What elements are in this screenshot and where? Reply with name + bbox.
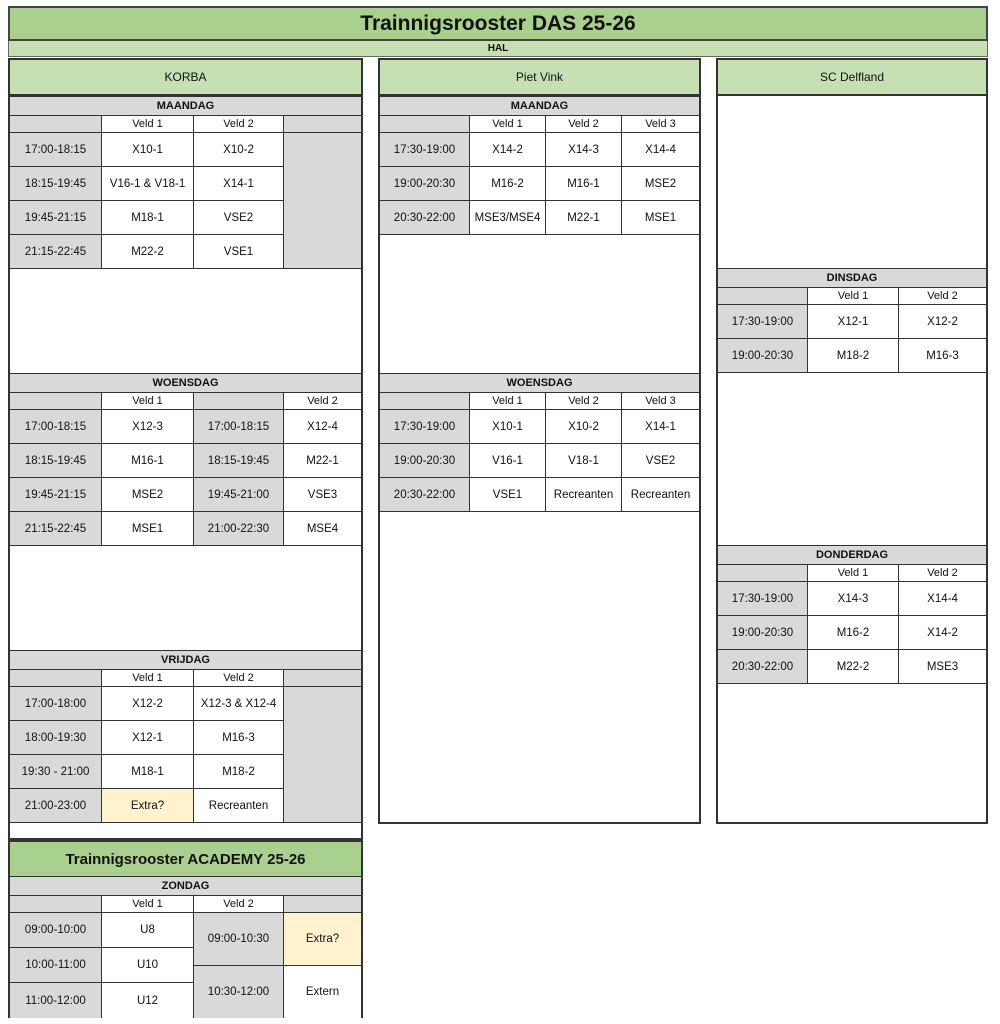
col-header: Veld 1 [808,288,899,305]
veld1-column [10,913,194,1018]
col-header: Veld 3 [622,116,699,133]
time-cell: 20:30-22:00 [380,201,470,235]
team-cell: VSE2 [622,444,699,478]
header-blank [718,288,808,305]
team-cell: X14-2 [899,616,986,650]
table-row [380,444,699,478]
header-blank [10,116,102,133]
page-title: Trainnigsrooster DAS 25-26 [8,6,988,41]
header-blank [380,116,470,133]
team-cell: X12-2 [899,305,986,339]
table-row [10,512,361,546]
time-cell: 17:00-18:15 [194,410,284,444]
team-cell: X14-3 [808,582,899,616]
col-header: Veld 2 [194,116,284,133]
team-cell: X14-3 [546,133,622,167]
filler [284,755,361,789]
day-header-vrijdag: VRIJDAG [10,650,361,670]
academy-schedule [8,840,363,1018]
table-row [718,650,986,684]
table-row [10,201,361,235]
team-cell: MSE1 [622,201,699,235]
time-cell: 10:00-11:00 [10,948,102,983]
time-cell: 21:00-22:30 [194,512,284,546]
team-cell: M16-1 [102,444,194,478]
table-row [10,133,361,167]
col-header: Veld 2 [899,565,986,582]
table-row [10,721,361,755]
time-cell: 19:30 - 21:00 [10,755,102,789]
team-cell: U12 [102,983,194,1018]
table-row [380,478,699,512]
team-cell: VSE2 [194,201,284,235]
spacer [718,373,986,545]
venue-name: KORBA [10,60,361,96]
time-cell: 18:15-19:45 [10,167,102,201]
team-cell: X14-4 [899,582,986,616]
table-row [380,201,699,235]
team-cell: V16-1 [470,444,546,478]
column-header-row [10,116,361,133]
table-row [10,687,361,721]
time-cell: 21:15-22:45 [10,235,102,269]
time-cell: 18:15-19:45 [10,444,102,478]
header-blank [380,393,470,410]
filler [284,687,361,721]
time-cell: 18:00-19:30 [10,721,102,755]
team-cell: M16-3 [899,339,986,373]
time-cell: 20:30-22:00 [380,478,470,512]
table-row [10,410,361,444]
header-blank [10,670,102,687]
team-cell: VSE1 [470,478,546,512]
team-cell: M18-1 [102,755,194,789]
col-header: Veld 1 [102,116,194,133]
col-header: Veld 1 [102,670,194,687]
filler [284,235,361,269]
team-cell: X14-1 [622,410,699,444]
header-blank [10,896,102,913]
table-row [10,167,361,201]
table-row [10,235,361,269]
day-header-maandag: MAANDAG [380,96,699,116]
column-header-row [380,393,699,410]
team-cell: X12-3 & X12-4 [194,687,284,721]
time-cell: 17:30-19:00 [380,410,470,444]
team-cell: M16-2 [808,616,899,650]
venue-korba [8,58,363,840]
time-cell: 19:00-20:30 [718,616,808,650]
spacer [10,269,361,373]
table-row [718,616,986,650]
table-row [718,305,986,339]
team-cell: X14-4 [622,133,699,167]
spacer [10,546,361,650]
table-row [10,478,361,512]
team-cell: M16-3 [194,721,284,755]
table-row [10,789,361,823]
col-header: Veld 2 [284,393,361,410]
table-row [194,966,361,1018]
day-header-woensdag: WOENSDAG [380,373,699,393]
table-row [380,167,699,201]
time-cell: 17:00-18:15 [10,410,102,444]
team-cell: X12-1 [102,721,194,755]
table-row [10,983,194,1018]
team-cell: MSE2 [622,167,699,201]
col-header: Veld 2 [899,288,986,305]
time-cell: 19:00-20:30 [380,444,470,478]
team-cell: Extern [284,966,361,1018]
filler [284,133,361,167]
team-cell: X10-1 [470,410,546,444]
day-header-dinsdag: DINSDAG [718,268,986,288]
team-cell: M22-2 [808,650,899,684]
header-blank [718,565,808,582]
team-cell: V18-1 [546,444,622,478]
filler [284,896,361,913]
col-header: Veld 1 [470,393,546,410]
team-cell: M22-1 [284,444,361,478]
time-cell: 17:30-19:00 [718,305,808,339]
team-cell: U10 [102,948,194,983]
hal-subheader: HAL [8,41,988,57]
team-cell: X12-1 [808,305,899,339]
venue-name: Piet Vink [380,60,699,96]
column-header-row [718,288,986,305]
time-cell: 21:15-22:45 [10,512,102,546]
header-blank [10,393,102,410]
team-cell: VSE3 [284,478,361,512]
filler [284,670,361,687]
team-cell: M18-1 [102,201,194,235]
filler [284,789,361,823]
team-cell: X14-2 [470,133,546,167]
table-row [10,948,194,983]
time-cell: 17:00-18:15 [10,133,102,167]
filler [284,721,361,755]
time-cell: 19:00-20:30 [718,339,808,373]
team-cell: U8 [102,913,194,948]
time-cell: 17:30-19:00 [718,582,808,616]
team-cell: MSE4 [284,512,361,546]
team-cell: M16-1 [546,167,622,201]
column-header-row [718,565,986,582]
team-cell-extra: Extra? [284,913,361,966]
time-cell: 19:00-20:30 [380,167,470,201]
team-cell: X12-2 [102,687,194,721]
time-cell: 21:00-23:00 [10,789,102,823]
academy-body [10,913,361,1018]
day-header-zondag: ZONDAG [10,877,361,896]
team-cell: X10-2 [546,410,622,444]
day-header-donderdag: DONDERDAG [718,545,986,565]
table-row [10,755,361,789]
team-cell: VSE1 [194,235,284,269]
team-cell: MSE3 [899,650,986,684]
spacer [718,96,986,268]
table-row [718,339,986,373]
time-cell: 17:00-18:00 [10,687,102,721]
col-header: Veld 2 [546,116,622,133]
venue-name: SC Delfland [718,60,986,96]
table-row [10,444,361,478]
column-header-row [10,670,361,687]
team-cell: M18-2 [194,755,284,789]
time-cell: 19:45-21:15 [10,201,102,235]
column-header-row [10,896,361,913]
team-cell: M16-2 [470,167,546,201]
header-blank [194,393,284,410]
day-header-woensdag: WOENSDAG [10,373,361,393]
col-header: Veld 3 [622,393,699,410]
day-header-maandag: MAANDAG [10,96,361,116]
team-cell: X14-1 [194,167,284,201]
team-cell: X10-1 [102,133,194,167]
table-row [194,913,361,966]
table-row [380,410,699,444]
time-cell: 09:00-10:00 [10,913,102,948]
filler [284,116,361,133]
time-cell: 18:15-19:45 [194,444,284,478]
team-cell: MSE2 [102,478,194,512]
column-header-row [10,393,361,410]
time-cell: 20:30-22:00 [718,650,808,684]
team-cell-extra: Extra? [102,789,194,823]
col-header: Veld 2 [194,670,284,687]
team-cell: X12-3 [102,410,194,444]
col-header: Veld 1 [102,896,194,913]
team-cell: Recreanten [194,789,284,823]
col-header: Veld 1 [808,565,899,582]
time-cell: 09:00-10:30 [194,913,284,966]
col-header: Veld 1 [470,116,546,133]
time-cell: 11:00-12:00 [10,983,102,1018]
col-header: Veld 2 [194,896,284,913]
team-cell: M18-2 [808,339,899,373]
team-cell: X10-2 [194,133,284,167]
team-cell: M22-2 [102,235,194,269]
time-cell: 10:30-12:00 [194,966,284,1018]
veld2-column [194,913,361,1018]
spacer [380,235,699,373]
team-cell: Recreanten [622,478,699,512]
filler [284,167,361,201]
team-cell: X12-4 [284,410,361,444]
col-header: Veld 1 [102,393,194,410]
table-row [10,913,194,948]
venue-piet-vink [378,58,701,824]
time-cell: 19:45-21:00 [194,478,284,512]
team-cell: V16-1 & V18-1 [102,167,194,201]
time-cell: 17:30-19:00 [380,133,470,167]
team-cell: M22-1 [546,201,622,235]
col-header: Veld 2 [546,393,622,410]
time-cell: 19:45-21:15 [10,478,102,512]
team-cell: MSE1 [102,512,194,546]
table-row [718,582,986,616]
team-cell: Recreanten [546,478,622,512]
table-row [380,133,699,167]
academy-title: Trainnigsrooster ACADEMY 25-26 [10,842,361,877]
venue-sc-delfland [716,58,988,824]
team-cell: MSE3/MSE4 [470,201,546,235]
filler [284,201,361,235]
column-header-row [380,116,699,133]
